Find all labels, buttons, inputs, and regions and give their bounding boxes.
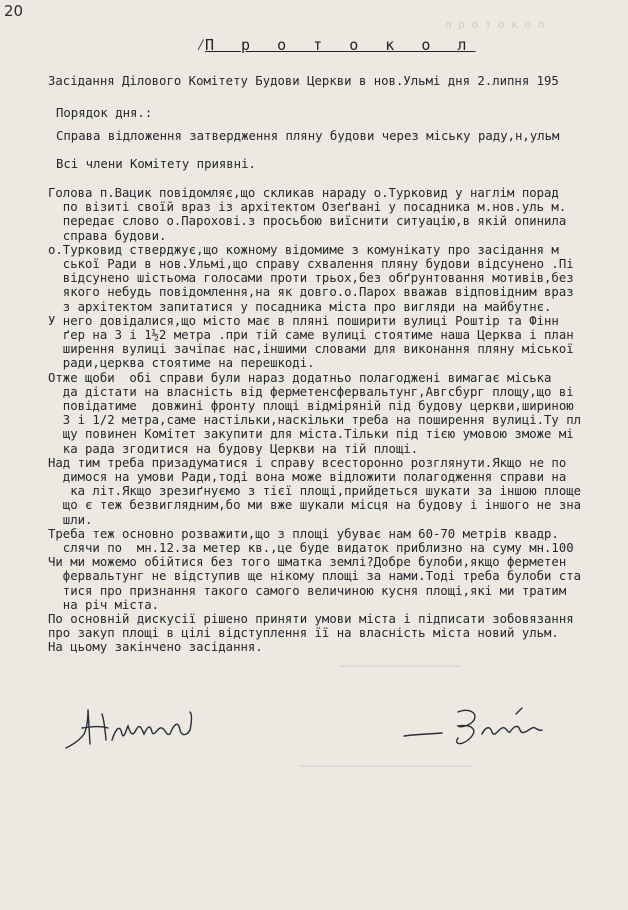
body-line: Голова п.Вацик повідомляє,що скликав нараду о.Турковид у наглім порад <box>48 186 559 200</box>
body-line: слячи по мн.12.за метер кв.,це буде видаток приблизно на суму мн.100 <box>48 541 574 555</box>
body-line: повідатиме довжині фронту площі відміряній під будову церкви,шириною <box>48 399 574 413</box>
body-line: да дістати на власність від ферметенсфервальтунг,Авгсбург площу,що ві <box>48 384 574 399</box>
bleed-through-2: ────────────────── <box>340 660 460 673</box>
body-line: По основній дискусії рішено приняти умови міста і підписати зобовязання <box>48 612 574 626</box>
body-line: ка літ.Якщо зрезиґнуємо з тієї площі,прийдеться шукати за іншою площе <box>48 484 582 499</box>
body-line: по візиті своїй враз із архітектом Озеґвані у посадника м.нов.уль м. <box>48 200 567 215</box>
body-line: що є теж безвиглядним,бо ми вже шукали місця на будову і іншого не зна <box>48 498 582 513</box>
body-line: передає слово о.Пароховi.з просьбою виїснити ситуацію,в якій опинила <box>48 214 567 229</box>
title-mark: ⁄ <box>196 35 206 54</box>
body-line: 3 і 1/2 метра,саме настільки,наскільки треба на поширення вулиці.Ту пл <box>48 413 582 428</box>
body-line: на річ міста. <box>48 597 160 612</box>
body-line: ської Ради в нов.Ульмі,що справу схвалення пляну будови відсунено .Пі <box>48 257 574 271</box>
body-line: Чи ми можемо обійтися без того шматка землі?Добре булоби,якщо ферметен <box>48 555 567 570</box>
bleed-through-3: ────────────────────────── <box>300 760 473 773</box>
agenda-heading: Порядок дня.: <box>56 106 153 120</box>
body-line: ради,церква стоятиме на перешкоді. <box>48 356 315 371</box>
body-line: На цьому закінчено засідання. <box>48 640 263 655</box>
right-signature <box>398 700 558 755</box>
bleed-through-1: п р о т о к о л <box>445 18 545 31</box>
left-signature <box>62 700 212 755</box>
body-line: ширення вулиці зачіпає нас,іншими словами для виконання пляну міської <box>48 342 574 357</box>
body-line: тися про признання такого самого величиною кусня площі,які ми тратим <box>48 583 567 598</box>
body-line: якого небудь повідомлення,на як довго.о.Парох вважав відповідним враз <box>48 285 574 300</box>
page-number: 20 <box>4 2 24 20</box>
body-line: Отже щоби обі справи були нараз додатньо полагоджені вимагає міська <box>48 370 552 385</box>
body-line: справа будови. <box>48 228 167 243</box>
body-line: відсунено шістьома голосами проти трьох,без обґрунтовання мотивів,без <box>48 271 574 286</box>
body-line: про закуп площі в цілі відступлення її на власність міста новий ульм. <box>48 626 559 641</box>
attendance-line: Всі члени Комітету приявні. <box>56 157 256 171</box>
body-line: з архітектом запитатися у посадника міста про вигляди на майбутнє. <box>48 299 552 314</box>
body-line: щу повинен Комітет закупити для міста.Тільки під тією умовою зможе мі <box>48 427 574 442</box>
body-line: фервальтунг не відступив ще нікому площі за нами.Тоді треба булоби ста <box>48 569 582 584</box>
body-line: шли. <box>48 512 93 527</box>
body-line: о.Турковид стверджує,що кожному відомиме з комунікату про засідання м <box>48 242 559 257</box>
body-line: Треба теж основно розважити,що з площі убуває нам 60-70 метрів квадр. <box>48 526 559 541</box>
body-line: димося на умови Ради,тоді вона може відложити полагодження справи на <box>48 470 567 484</box>
meeting-line: Засідання Ділового Комітету Будови Церкви в нов.Ульмі дня 2.липня 195 <box>48 74 559 88</box>
agenda-item: Справа відложення затвердження пляну будови через міську раду,н,ульм <box>56 129 560 143</box>
body-line: ка рада згодитися на будову Церкви на тій площі. <box>48 441 419 456</box>
body-line: У него довідалися,що місто має в пляні поширити вулиці Роштір та Фінн <box>48 313 559 328</box>
body-line: Над тим треба призадуматися і справу всесторонно розглянути.Якщо не по <box>48 455 567 470</box>
body-line: ґер на 3 і 1½2 метра .при тій саме вулиці стоятиме наша Церква і план <box>48 328 574 342</box>
document-title: П р о т о к о л <box>205 36 476 54</box>
